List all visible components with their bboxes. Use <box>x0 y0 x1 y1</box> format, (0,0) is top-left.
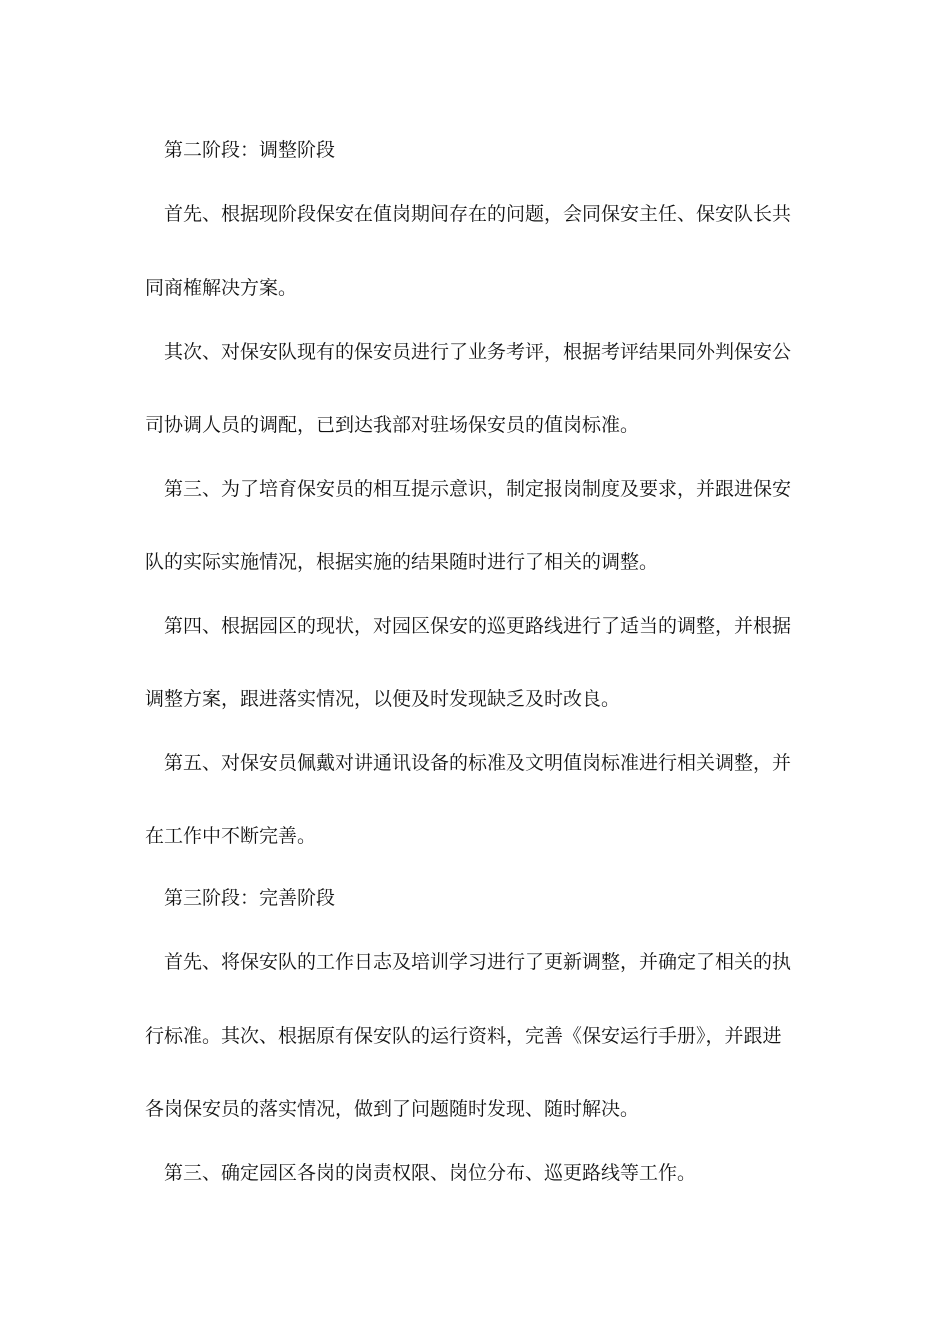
paragraph-line: 队的实际实施情况，根据实施的结果随时进行了相关的调整。 <box>145 551 659 573</box>
paragraph-line: 第四、根据园区的现状，对园区保安的巡更路线进行了适当的调整，并根据 <box>164 615 792 637</box>
paragraph-line: 第五、对保安员佩戴对讲通讯设备的标准及文明值岗标准进行相关调整，并 <box>164 752 792 774</box>
paragraph-line: 司协调人员的调配，已到达我部对驻场保安员的值岗标准。 <box>145 414 640 436</box>
section-heading-stage-three: 第三阶段：完善阶段 <box>164 887 336 909</box>
paragraph-line: 其次、对保安队现有的保安员进行了业务考评，根据考评结果同外判保安公 <box>164 341 792 363</box>
paragraph-line: 首先、将保安队的工作日志及培训学习进行了更新调整，并确定了相关的执 <box>164 951 792 973</box>
paragraph-line: 各岗保安员的落实情况，做到了问题随时发现、随时解决。 <box>145 1098 640 1120</box>
paragraph-line: 首先、根据现阶段保安在值岗期间存在的问题，会同保安主任、保安队长共 <box>164 203 792 225</box>
paragraph-line: 行标准。其次、根据原有保安队的运行资料，完善《保安运行手册》，并跟进 <box>145 1025 782 1047</box>
paragraph-line: 在工作中不断完善。 <box>145 825 317 847</box>
section-heading-stage-two: 第二阶段：调整阶段 <box>164 139 336 161</box>
paragraph-line: 同商榷解决方案。 <box>145 277 298 299</box>
paragraph-line: 调整方案，跟进落实情况，以便及时发现缺乏及时改良。 <box>145 688 621 710</box>
paragraph-line: 第三、确定园区各岗的岗责权限、岗位分布、巡更路线等工作。 <box>164 1162 697 1184</box>
paragraph-line: 第三、为了培育保安员的相互提示意识，制定报岗制度及要求，并跟进保安 <box>164 478 792 500</box>
